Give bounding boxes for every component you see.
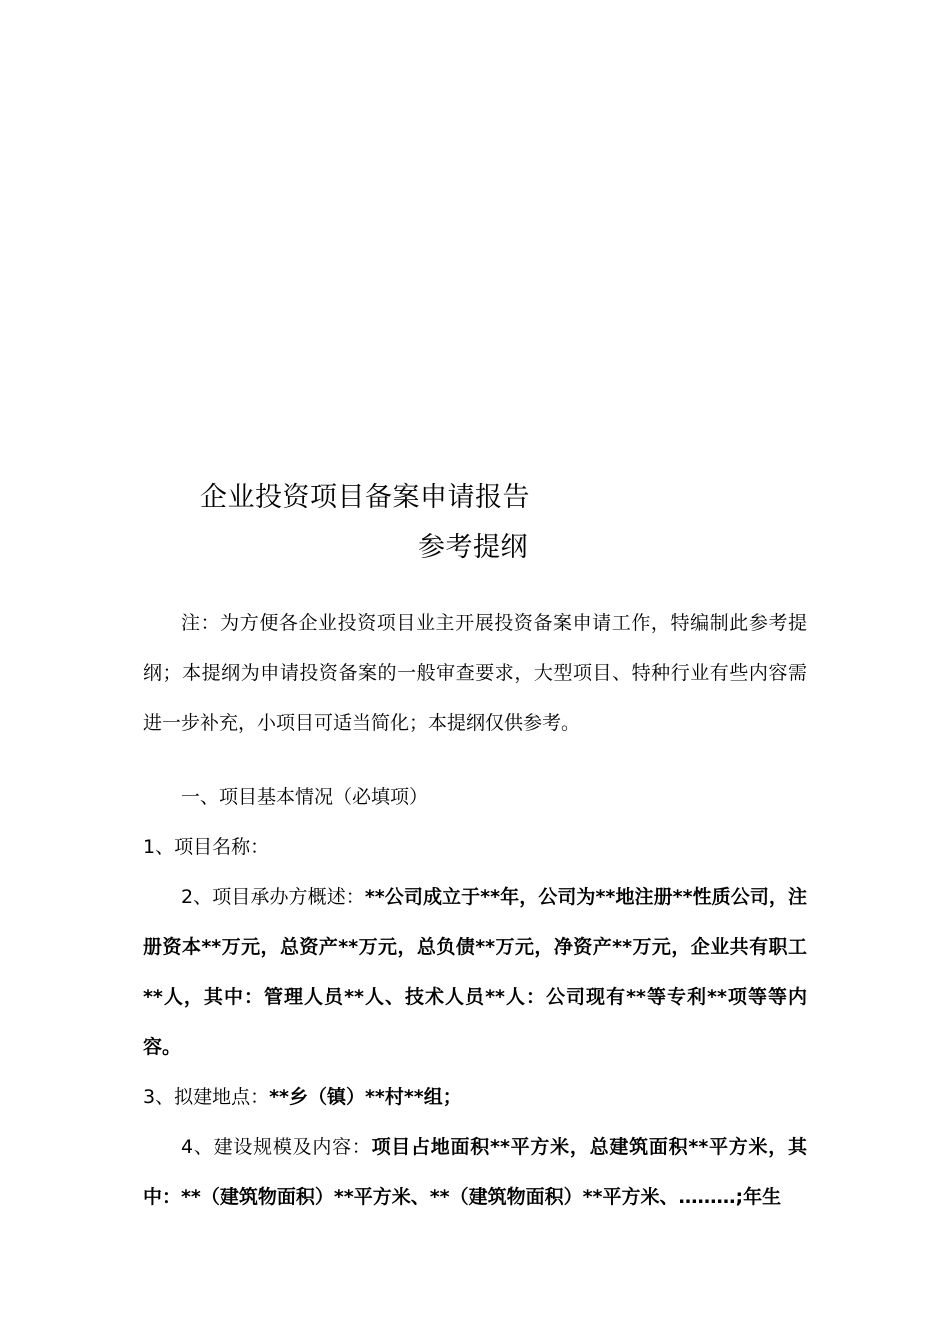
item-scale-content <box>143 1122 807 1222</box>
item-project-name <box>143 822 807 872</box>
item-label: 2、项目承办方概述： <box>181 886 365 908</box>
document-body <box>143 598 807 1222</box>
item-label: 3、拟建地点： <box>143 1086 270 1108</box>
document-title: 企业投资项目备案申请报告 <box>200 482 530 513</box>
item-content: **乡（镇）**村**组； <box>269 1086 462 1108</box>
item-label: 1、项目名称： <box>143 836 270 858</box>
item-location <box>143 1072 807 1122</box>
document-subtitle: 参考提纲 <box>418 532 528 563</box>
item-label: 4、建设规模及内容： <box>181 1136 372 1158</box>
item-project-sponsor <box>143 872 807 1072</box>
item-content: 项目占地面积**平方米，总建筑面积**平方米，其中：**（建筑物面积）**平方米、**（建筑物面积）**平方米、………;年生 <box>143 1136 807 1208</box>
item-content: **公司成立于**年，公司为**地注册**性质公司，注册资本**万元，总资产**万元，总负债**万元，净资产**万元，企业共有职工**人，其中：管理人员**人、技术人员**人：公司现有**等专利**项等等内容。 <box>143 886 807 1058</box>
section-heading: 一、项目基本情况（必填项） <box>181 786 429 808</box>
note-paragraph: 注：为方便各企业投资项目业主开展投资备案申请工作，特编制此参考提纲；本提纲为申请投资备案的一般审查要求，大型项目、特种行业有些内容需进一步补充，小项目可适当简化；本提纲仅供参考。 <box>143 612 807 734</box>
